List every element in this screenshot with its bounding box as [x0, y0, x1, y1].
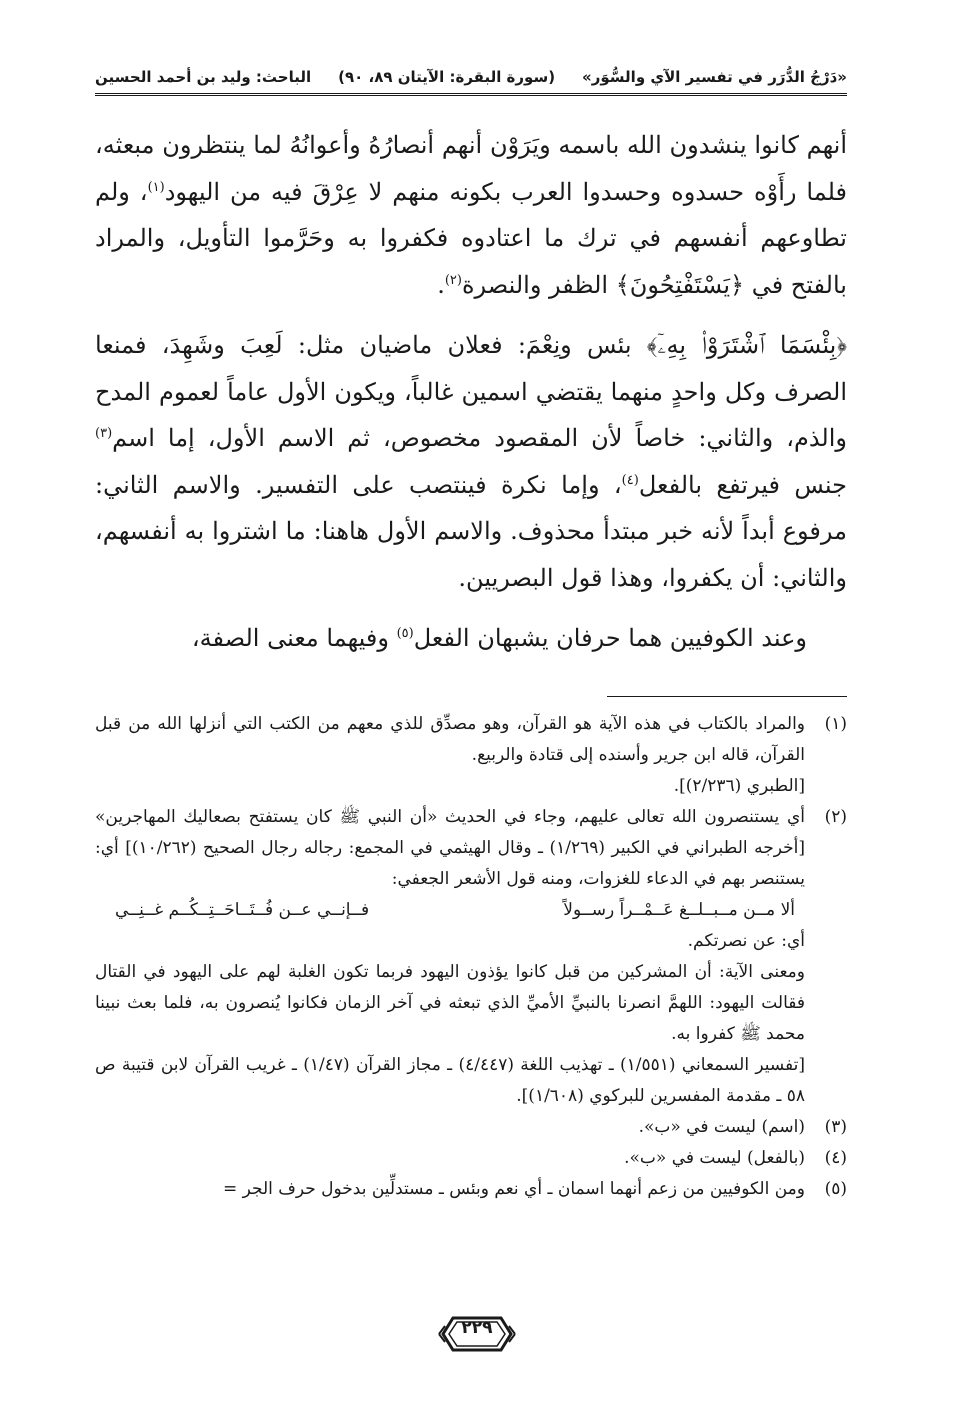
- paragraph-3: وعند الكوفيين هما حرفان يشبهان الفعل$^{(٥)}$ وفيهما معنى الصفة،: [191, 624, 807, 652]
- researcher-name: الباحث: وليد بن أحمد الحسين: [95, 68, 312, 86]
- footnote-divider: [607, 696, 847, 697]
- book-title: «دَرْجُ الدُّرَر في تفسير الآي والسُّوَر»: [582, 68, 847, 86]
- paragraph-2: ﴿بِئْسَمَا ٱشْتَرَوْا۟ بِهِۦٓ﴾ بئس ونِعْمَ: فعلان ماضيان مثل: لَعِبَ وشَهِدَ، فمنعا الصرف وكل واحدٍ منهما يقتضي اسمين غالباً، ويكون الأول عاماً لعموم المدح والذم، والثاني: خاصاً لأن المقصود مخصوص، ثم الاسم الأول، إما اسم$^{(٣)}$ جنس فيرتفع بالفعل$^{(٤)}$، وإما نكرة فينتصب على التفسير. والاسم الثاني: مرفوع أبداً لأنه خبر مبتدأ محذوف. والاسم الأول هاهنا: ما اشتروا به أنفسهم، والثاني: أن يكفروا، وهذا قول البصريين.: [95, 331, 848, 592]
- footnote-number: (٣): [824, 1117, 847, 1137]
- footnotes: [95, 709, 847, 1205]
- page-number: ٢٢٩: [461, 1318, 493, 1338]
- footnote-ref-2[interactable]: (٢): [444, 272, 462, 288]
- surah-info: (سورة البقرة: الآيتان ٨٩، ٩٠): [338, 68, 556, 86]
- footnote-1: (١) والمراد بالكتاب في هذه الآية هو القرآن، وهو مصدِّق للذي معهم من الكتب التي أنزلها الله من قبل القرآن، قاله ابن جرير وأسنده إلى قتادة والربيع. [الطبري (٢/٢٣٦)].: [95, 709, 847, 802]
- footnote-5: (٥) ومن الكوفيين من زعم أنهما اسمان ـ أي نعم وبئس ـ مستدلِّين بدخول حرف الجر =: [95, 1174, 847, 1205]
- footnote-number: (٥): [824, 1179, 847, 1199]
- verse-first-hemistich: ألا مــن مــبــلــغ عَــمْــراً رســولاً: [563, 900, 795, 920]
- footnote-3: (٣) (اسم) ليست في «ب».: [95, 1112, 847, 1143]
- footnote-ref-4[interactable]: (٤): [621, 472, 639, 488]
- footnote-2: (٢) أي يستنصرون الله تعالى عليهم، وجاء في الحديث «أن النبي ﷺ كان يستفتح بصعاليك المهاجرين» [أخرجه الطبراني في الكبير (١/٢٦٩) ـ وقال الهيثمي في المجمع: رجاله رجال الصحيح (١٠/٢٦٢)] أي: يستنصر بهم في الدعاء للغزوات، ومنه قول الأشعر الجعفي: ألا مــن مــبــلــغ عَــمْــراً رســولاً فــإنــي عــن فُــتَــاحَــتِــكُــم غــنِــي أي: عن نصرتكم. ومعنى الآية: أن المشركين من قبل كانوا يؤذون اليهود فربما تكون الغلبة لهم على اليهود في القتال فقالت اليهود: اللهمَّ انصرنا بالنبيِّ الأميِّ الذي تبعثه في آخر الزمان فكانوا يُنصرون به، فلما بعث نبينا محمد ﷺ كفروا به. [تفسير السمعاني (١/٥٥١) ـ تهذيب اللغة (٤/٤٤٧) ـ مجاز القرآن (١/٤٧) ـ غريب القرآن لابن قتيبة ص ٥٨ ـ مقدمة المفسرين للبركوي (١/٦٠٨)].: [95, 802, 847, 1112]
- page-number-ornament: [437, 1312, 517, 1356]
- main-text: [95, 122, 847, 662]
- footnote-ref-1[interactable]: (١): [147, 179, 165, 195]
- footnote-ref-3[interactable]: (٣): [95, 426, 113, 441]
- footnote-number: (٢): [824, 807, 847, 827]
- header-divider: [95, 93, 847, 96]
- footnote-4: (٤) (بالفعل) ليست في «ب».: [95, 1143, 847, 1174]
- footnote-number: (٤): [824, 1148, 847, 1168]
- verse-second-hemistich: فــإنــي عــن فُــتَــاحَــتِــكُــم غــنِــي: [115, 900, 370, 920]
- paragraph-1: أنهم كانوا ينشدون الله باسمه ويَرَوْن أنهم أنصارُهُ وأعوانُهُ لما ينتظرون مبعثه، فلما رأَوْه حسدوه وحسدوا العرب بكونه منهم لا عِرْقَ فيه من اليهود$^{(١)}$، ولم تطاوعهم أنفسهم في ترك ما اعتادوه فكفروا به وحَرَّموا التأويل، والمراد بالفتح في ﴿يَسْتَفْتِحُونَ﴾ الظفر والنصرة$^{(٢)}$.: [95, 131, 848, 299]
- footnote-number: (١): [824, 714, 847, 734]
- poetry-verse: [95, 895, 805, 926]
- footnote-ref-5[interactable]: (٥): [396, 626, 414, 641]
- running-header: [95, 66, 847, 88]
